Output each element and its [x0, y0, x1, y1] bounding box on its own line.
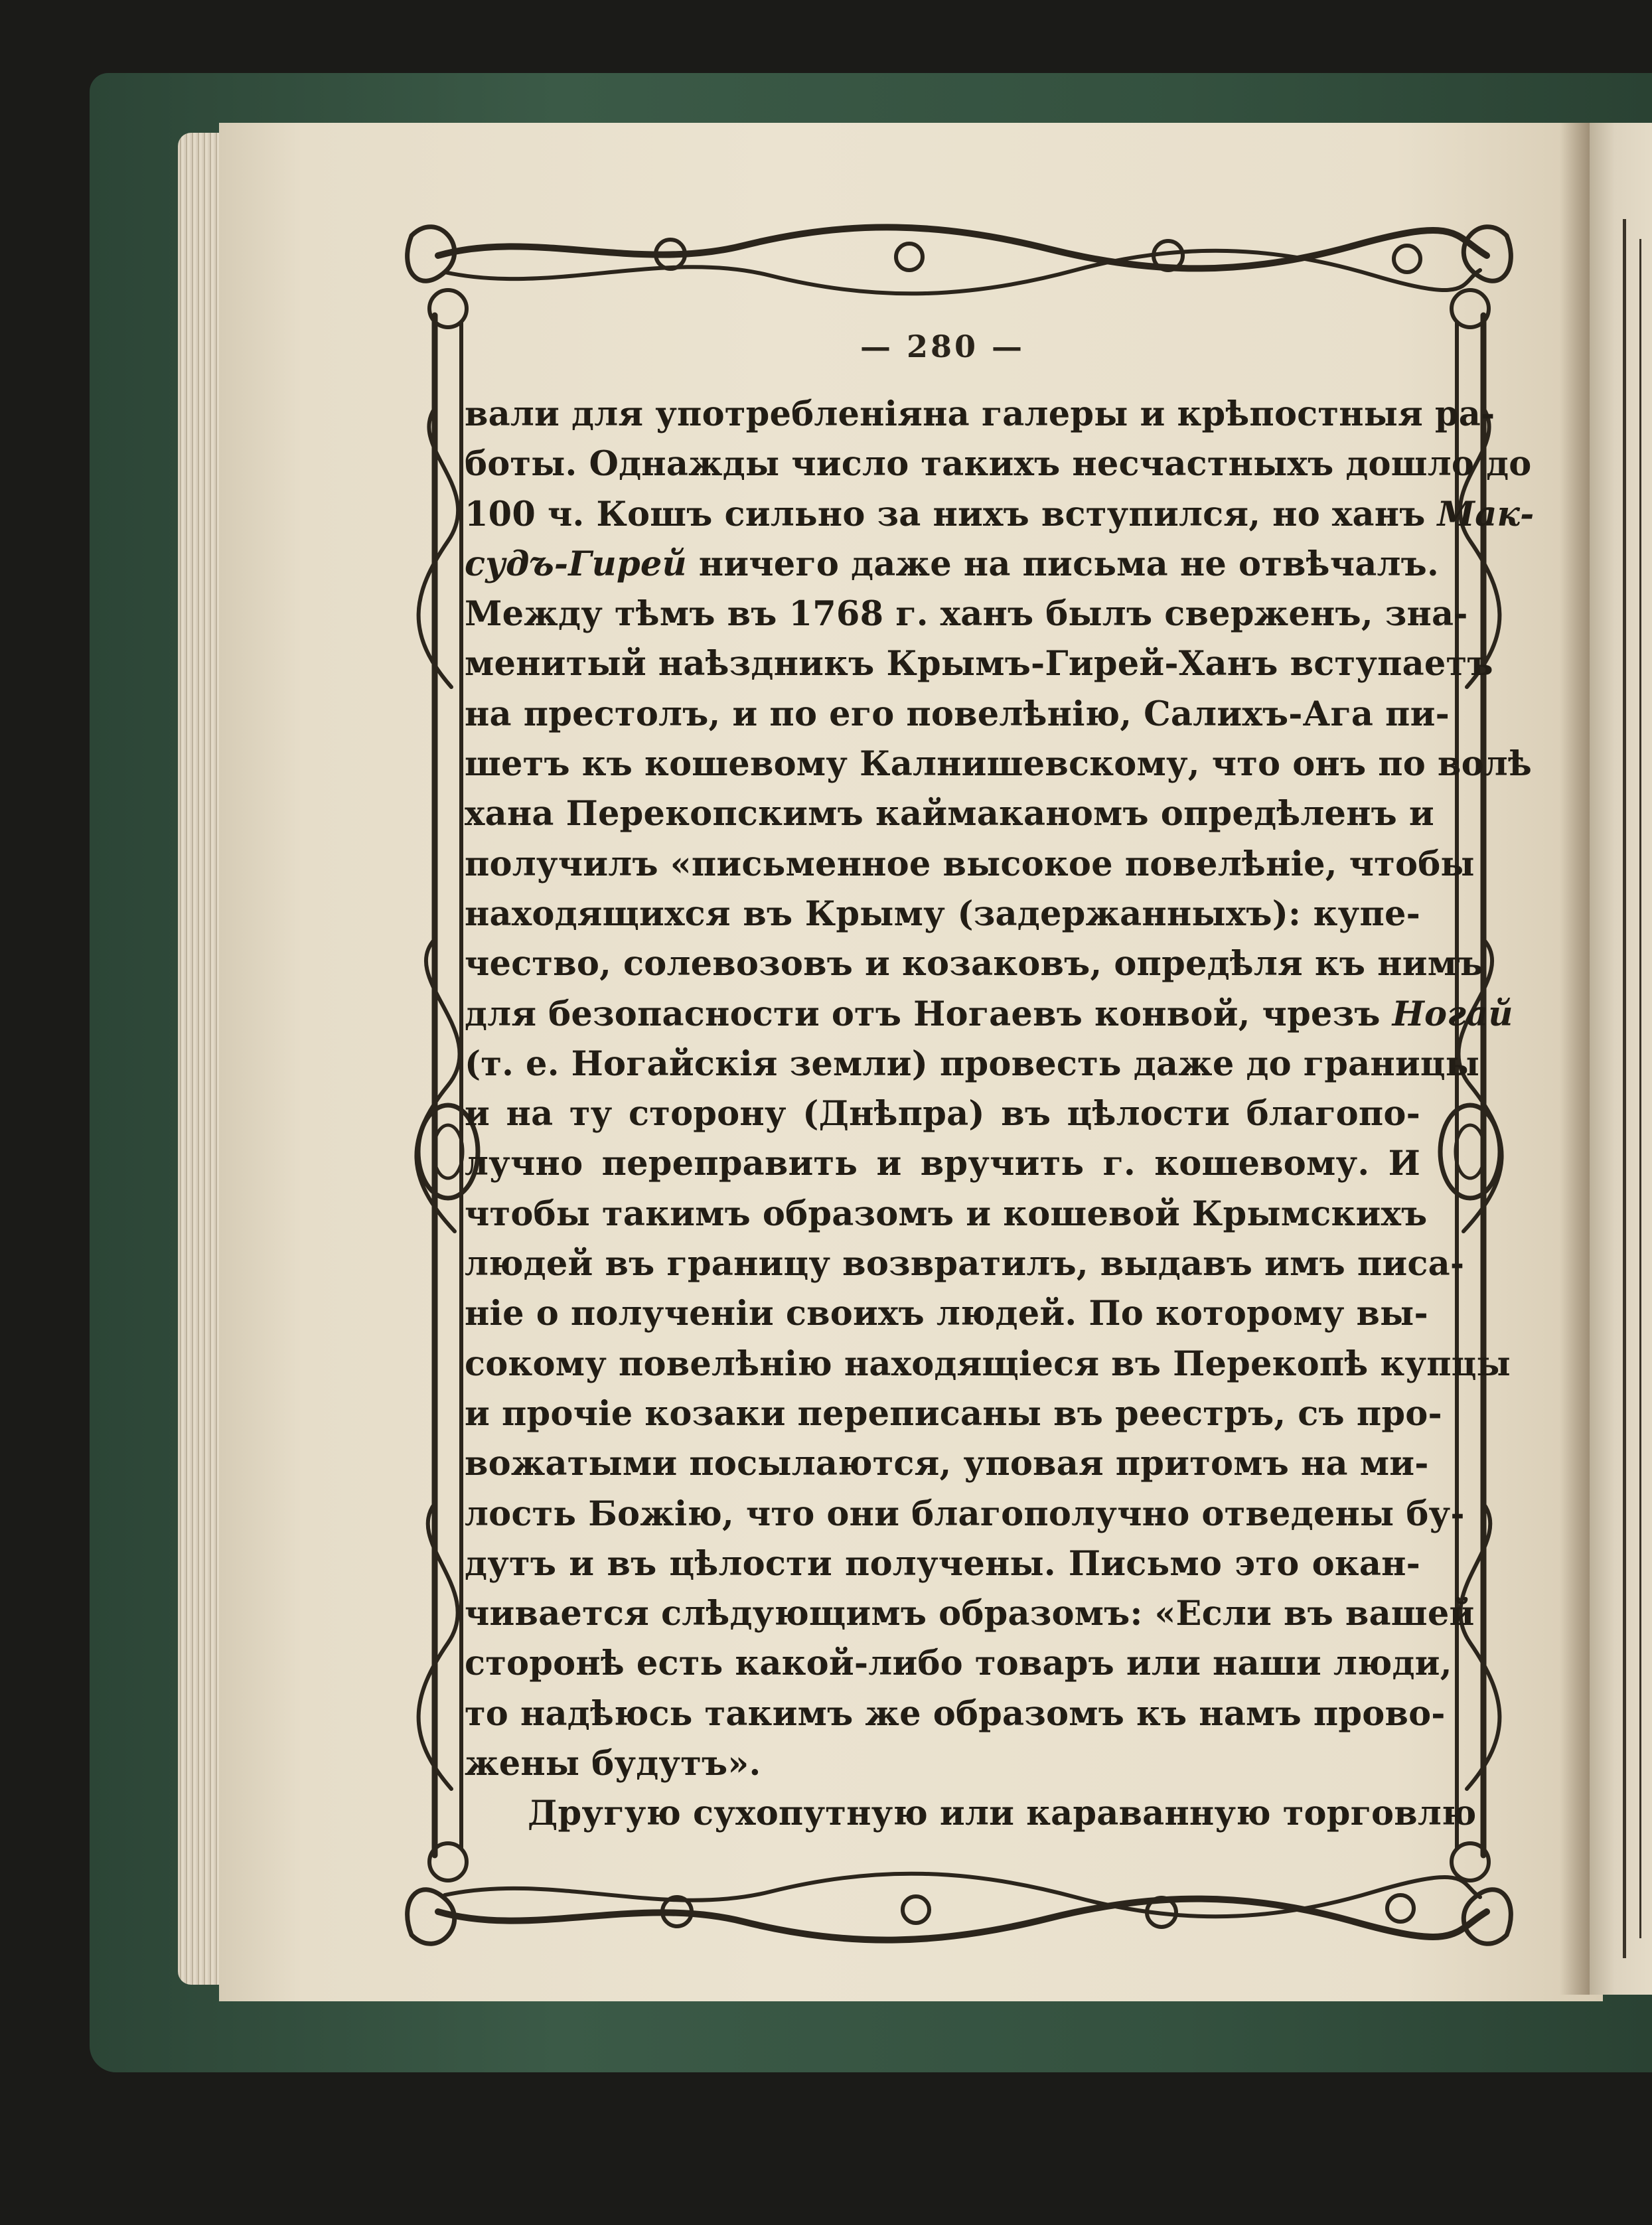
line-text: менитый наѣздникъ Крымъ-Гирей-Ханъ вступаетъ: [465, 644, 1493, 684]
line-text: Другую сухопутную или караванную торговлю: [528, 1794, 1477, 1834]
line-text: сокому повелѣнію находящіеся въ Перекопѣ купцы: [465, 1343, 1511, 1384]
text-line: [465, 1689, 1446, 1739]
text-line: [465, 939, 1483, 989]
text-line: [465, 540, 1439, 589]
text-line: [465, 639, 1493, 689]
text-line: [465, 1589, 1475, 1639]
text-line: [465, 1739, 1420, 1789]
line-text: (т. е. Ногайскія земли) провесть даже до границы: [465, 1043, 1480, 1084]
text-line: [465, 789, 1434, 839]
line-text: Между тѣмъ въ 1768 г. ханъ былъ сверженъ, зна-: [465, 594, 1468, 635]
text-line: [465, 1539, 1420, 1589]
page-text: [465, 329, 1535, 1839]
line-text: боты. Однажды число такихъ несчастныхъ дошло до: [465, 444, 1532, 485]
line-text: дутъ и въ цѣлости получены. Письмо это окан-: [465, 1543, 1420, 1584]
text-line: [465, 1089, 1420, 1139]
text-line: [465, 1340, 1511, 1389]
text-line: [465, 1139, 1420, 1189]
line-text: получилъ «письменное высокое повелѣніе, чтобы: [465, 844, 1475, 884]
italic-text: Мак-: [1437, 494, 1535, 534]
line-text: вали для употребленіяна галеры и крѣпостныя ра-: [465, 394, 1495, 434]
line-text: ничего даже на письма не отвѣчалъ.: [686, 544, 1439, 584]
text-line: [465, 439, 1532, 489]
line-text: ніе о полученіи своихъ людей. По которому вы-: [465, 1294, 1428, 1334]
line-text: чтобы такимъ образомъ и кошевой Крымскихъ: [465, 1193, 1428, 1234]
line-text: сторонѣ есть какой-либо товаръ или наши люди,: [465, 1644, 1452, 1684]
text-line: [465, 840, 1475, 889]
italic-text: судъ-Гирей: [465, 544, 687, 584]
text-line: [465, 1189, 1428, 1239]
line-text: жены будутъ».: [465, 1744, 761, 1784]
facing-page-frame-inner: [1639, 239, 1652, 1938]
text-line: [465, 1389, 1442, 1439]
line-text: и на ту сторону (Днѣпра) въ цѣлости благопо-: [465, 1094, 1420, 1134]
text-line: [465, 1289, 1428, 1339]
line-text: на престолъ, и по его повелѣнію, Салихъ-Ага пи-: [465, 694, 1450, 734]
line-text: шетъ къ кошевому Калнишевскому, что онъ по волѣ: [465, 744, 1533, 785]
text-line: [465, 990, 1513, 1039]
text-line: [465, 690, 1450, 739]
line-text: лость Божію, что они благополучно отведены бу-: [465, 1494, 1465, 1534]
line-text: чество, солевозовъ и козаковъ, опредѣля къ нимъ: [465, 944, 1483, 984]
line-text: хана Перекопскимъ каймаканомъ опредѣленъ и: [465, 794, 1434, 834]
text-line: [465, 889, 1420, 939]
line-text: находящихся въ Крыму (задержанныхъ): купе-: [465, 893, 1420, 934]
line-text: вожатыми посылаются, уповая притомъ на ми-: [465, 1444, 1429, 1484]
text-line: [465, 1239, 1465, 1289]
line-text: людей въ границу возвратилъ, выдавъ имъ писа-: [465, 1244, 1465, 1284]
line-text: лучно переправить и вручить г. кошевому. И: [465, 1144, 1420, 1184]
text-line: [465, 490, 1535, 540]
text-line: [465, 739, 1533, 789]
text-line: [465, 1039, 1480, 1089]
page-number: — 280 —: [860, 329, 1025, 364]
text-line: [465, 1439, 1429, 1489]
italic-text: Ногай: [1392, 994, 1513, 1034]
line-text: 100 ч. Кошъ сильно за нихъ вступился, но ханъ: [465, 494, 1438, 534]
line-text: чивается слѣдующимъ образомъ: «Если въ вашей: [465, 1594, 1475, 1634]
text-line: [465, 1639, 1452, 1689]
text-line: [465, 390, 1495, 439]
line-text: и прочіе козаки переписаны въ реестръ, съ про-: [465, 1393, 1442, 1434]
text-line: [465, 1490, 1465, 1539]
line-text: то надѣюсь такимъ же образомъ къ намъ прово-: [465, 1693, 1446, 1734]
text-lines: [465, 390, 1535, 1839]
line-text: для безопасности отъ Ногаевъ конвой, чрезъ: [465, 994, 1392, 1034]
text-line: [465, 1789, 1477, 1839]
text-line: [465, 589, 1468, 639]
